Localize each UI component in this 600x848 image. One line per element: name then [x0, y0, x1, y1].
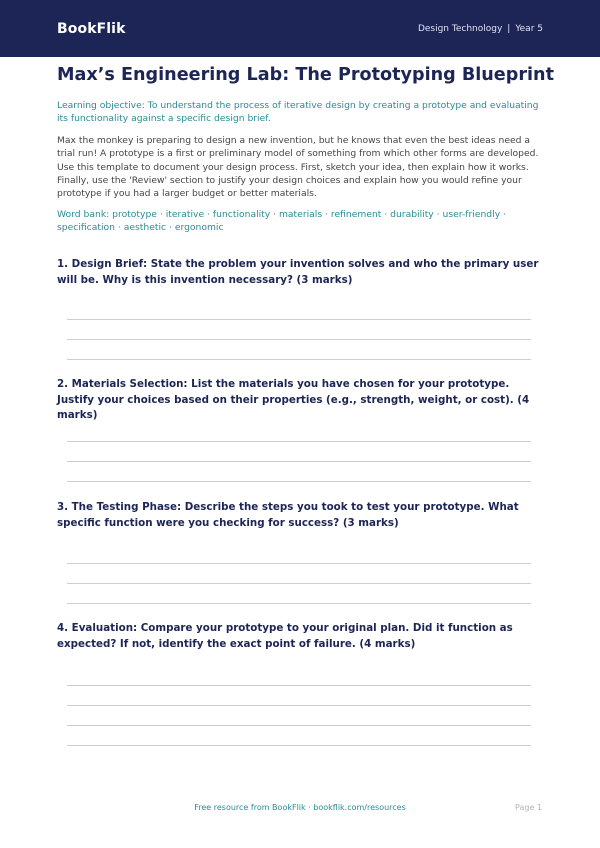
- answer-line[interactable]: [67, 725, 531, 726]
- subject-label: Design Technology: [417, 23, 503, 34]
- answer-line[interactable]: [67, 359, 531, 360]
- answer-line[interactable]: [67, 563, 531, 564]
- answer-line[interactable]: [67, 603, 531, 604]
- question-1: 1. Design Brief: State the problem your invention solves and who the primary user will be. Why is this invention necessary? (3 marks): [57, 258, 539, 286]
- word-bank: Word bank: prototype · iterative · functionality · materials · refinement · durability · user-friendly · specification · aesthetic · ergonomic: [57, 209, 506, 234]
- answer-line[interactable]: [67, 745, 531, 746]
- answer-line[interactable]: [67, 339, 531, 340]
- answer-line[interactable]: [67, 685, 531, 686]
- answer-line[interactable]: [67, 441, 531, 442]
- answer-line[interactable]: [67, 481, 531, 482]
- answer-line[interactable]: [67, 583, 531, 584]
- intro-paragraph: Max the monkey is preparing to design a new invention, but he knows that even the best ideas need a trial run! A prototype is a first or preliminary model of something from which other forms are developed. Use this template to document your design process. First, sketch your idea, then explain how it works. Finally, use the 'Review' section to justify your design choices and explain how you would refine your prototype if you had a larger budget or better materials.: [57, 135, 539, 200]
- answer-line[interactable]: [67, 705, 531, 706]
- footer-resource-link[interactable]: Free resource from BookFlik · bookflik.com/resources: [194, 803, 406, 812]
- header-meta: [418, 24, 543, 34]
- header-separator: |: [507, 23, 511, 34]
- page-header: [0, 0, 600, 57]
- question-4: 4. Evaluation: Compare your prototype to your original plan. Did it function as expected? If not, identify the exact point of failure. (4 marks): [57, 622, 513, 650]
- answer-line[interactable]: [67, 319, 531, 320]
- page-title: Max’s Engineering Lab: The Prototyping Blueprint: [57, 65, 554, 85]
- brand-logo: BookFlik: [57, 20, 126, 37]
- worksheet-intro: [57, 64, 554, 234]
- learning-objective: Learning objective: To understand the process of iterative design by creating a prototype and evaluating its functionality against a specific design brief.: [57, 100, 539, 124]
- answer-line[interactable]: [67, 461, 531, 462]
- year-label: Year 5: [515, 23, 543, 34]
- page-footer: [0, 801, 600, 815]
- question-2: 2. Materials Selection: List the materials you have chosen for your prototype. Justify your choices based on their properties (e.g., strength, weight, or cost). (4 marks): [57, 378, 530, 421]
- page-number: Page 1: [515, 803, 542, 812]
- question-3: 3. The Testing Phase: Describe the steps you took to test your prototype. What specific function were you checking for success? (3 marks): [57, 501, 519, 529]
